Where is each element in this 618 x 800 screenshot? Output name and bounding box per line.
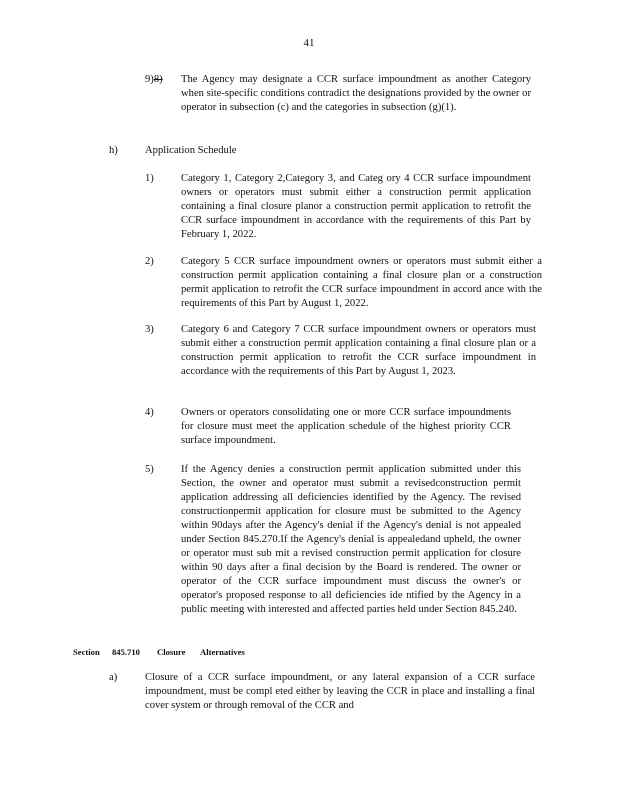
subsection-h-title: Application Schedule — [145, 145, 237, 156]
section-label: Section — [73, 647, 100, 657]
h-item-2-label: 2) — [145, 256, 154, 267]
item-9-deleted-number: 8) — [153, 74, 163, 85]
h-item-2-text: Category 5 CCR surface impoundment owners or operators must submit either a construction permit application containing a final closure plan or a construction permit application to retrofit the CCR surface impoundment in accord ance with the requirements of this Part by August 1, 2022. — [181, 256, 542, 309]
h-item-4-label: 4) — [145, 407, 154, 418]
h-item-4-text: Owners or operators consolidating one or more CCR surface impoundments for closure must meet the application schedule of the highest priority CCR surface impoundment. — [181, 407, 511, 446]
item-9-text: The Agency may designate a CCR surface impoundment as another Category when site-specific conditions contradict the designations provided by the owner or operator in subsection (c) and the categories in subsection (g)(1). — [181, 74, 531, 113]
section-subtitle: Alternatives — [200, 647, 245, 657]
item-9-label — [145, 73, 175, 87]
subsection-a-text: Closure of a CCR surface impoundment, or any lateral expansion of a CCR surface impoundment, must be compl eted either by leaving the CCR in place and installing a final cover system or through removal of the CCR and — [145, 672, 535, 711]
h-item-1-text: Category 1, Category 2,Category 3, and Categ ory 4 CCR surface impoundment owners or operators must submit either a construction permit application containing a final closure planor a construction permit application to retrofit the CCR surface impoundment in accordance with the requirements of this Part by February 1, 2022. — [181, 173, 531, 240]
item-9-new-number: 9) — [145, 74, 154, 85]
subsection-a-label: a) — [109, 672, 118, 683]
section-number: 845.710 — [112, 647, 140, 657]
subsection-h-label: h) — [109, 145, 118, 156]
h-item-3-text: Category 6 and Category 7 CCR surface impoundment owners or operators must submit either a construction permit application containing a final closure plan or a construction permit application to retrofit the CCR surface impoundment in accordance with the requirements of this Part by August 1, 2023. — [181, 324, 536, 377]
page-number: 41 — [303, 37, 315, 49]
h-item-5-text: If the Agency denies a construction permit application submitted under this Section, the owner and operator must submit a revisedconstruction permit application addressing all deficiencies identified by the Agency. The revised constructionpermit application for closure must be submitted to the Agency within 90days after the Agency's denial if the Agency's denial is not appealed under Section 845.270.If the Agency's denial is appealedand upheld, the owner or operator must sub mit a revised construction permit application for closure within 90 days after a final decision by the Board is rendered. The owner or operator of the CCR surface impoundment must discuss the owner's or operator's proposed response to all deficiencies ide ntified by the Agency in a public meeting with interested and affected parties held under Section 845.240. — [181, 464, 521, 615]
section-title: Closure — [157, 647, 186, 657]
h-item-1-label: 1) — [145, 173, 154, 184]
h-item-3-label: 3) — [145, 324, 154, 335]
h-item-5-label: 5) — [145, 464, 154, 475]
